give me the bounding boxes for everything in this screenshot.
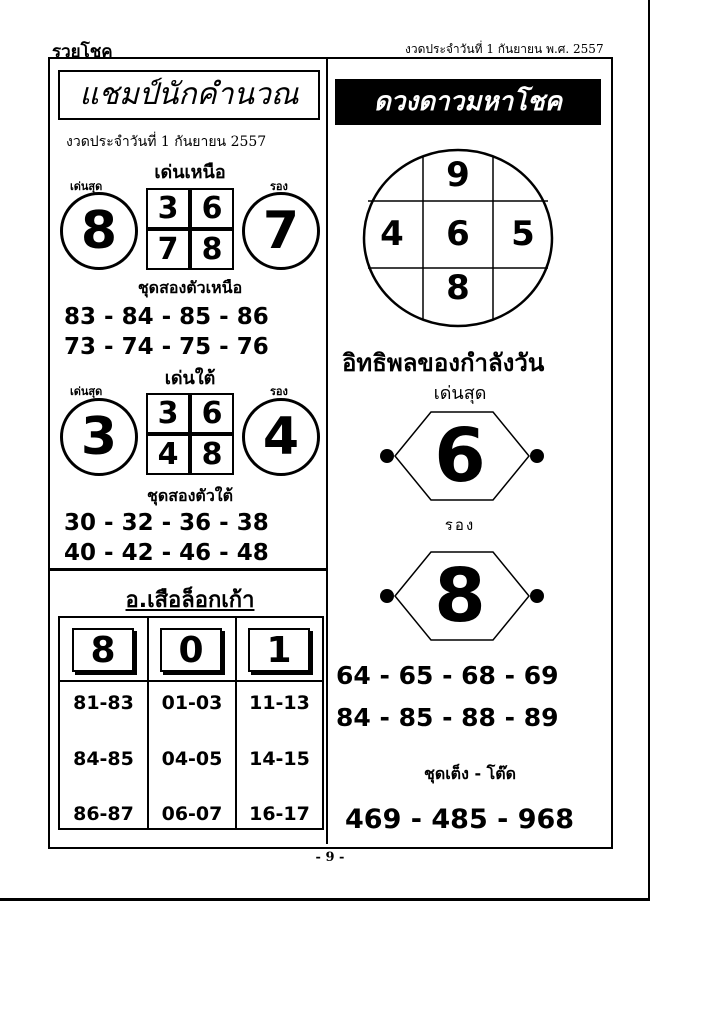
tiger-cell: 14-15 [249, 748, 310, 770]
tiger-cell: 16-17 [249, 803, 310, 825]
tiger-digit: 0 [160, 628, 222, 672]
tengtod-line: 469 - 485 - 968 [345, 804, 575, 835]
tiger-row-divider [60, 680, 322, 682]
star-title: ดวงดาวมหาโชค [335, 79, 601, 125]
influence-title: อิทธิพลของกำลังวัน [342, 349, 545, 377]
tiger-cell: 01-03 [161, 692, 223, 714]
tiger-col-divider [147, 618, 149, 828]
tiger-col-divider [235, 618, 237, 828]
tengtod-label: ชุดเต็ง - โต๊ด [423, 764, 517, 783]
north-line-1: 83 - 84 - 85 - 86 [64, 304, 269, 330]
hexagon-dot [530, 449, 544, 463]
north-grid [146, 188, 234, 270]
tiger-cell: 11-13 [249, 692, 310, 714]
south-heading: เด่นใต้ [164, 368, 216, 389]
scan-edge [648, 0, 650, 900]
south-main-digit: 3 [60, 398, 138, 476]
right-line-2: 84 - 85 - 88 - 89 [336, 703, 559, 732]
tiger-digit: 8 [72, 628, 134, 672]
circle-center-digit: 6 [446, 214, 470, 254]
north-main-digit: 8 [60, 192, 138, 270]
champion-date: งวดประจำวันที่ 1 กันยายน 2557 [66, 134, 267, 150]
south-grid-cell: 8 [190, 434, 234, 475]
influence-main-label: เด่นสุด [433, 383, 487, 404]
north-sub-digit: 7 [242, 192, 320, 270]
north-grid-cell: 6 [190, 188, 234, 229]
tiger-title: อ.เสือล็อกเก้า [125, 588, 255, 613]
north-grid-cell: 3 [146, 188, 190, 229]
north-heading: เด่นเหนือ [154, 162, 226, 183]
north-set-label: ชุดสองตัวเหนือ [137, 278, 243, 297]
scan-edge [0, 898, 650, 901]
tiger-cell: 06-07 [161, 803, 223, 825]
hexagon-dot [530, 589, 544, 603]
champion-title: แชมป์นักคำนวณ [58, 70, 320, 120]
north-grid-cell: 7 [146, 229, 190, 270]
south-grid-cell: 3 [146, 393, 190, 434]
tiger-cell: 86-87 [73, 803, 134, 825]
influence-sub-digit: 8 [434, 553, 486, 639]
right-line-1: 64 - 65 - 68 - 69 [336, 661, 559, 690]
south-grid-cell: 6 [190, 393, 234, 434]
north-grid-cell: 8 [190, 229, 234, 270]
hexagon-dot [380, 449, 394, 463]
south-line-2: 40 - 42 - 46 - 48 [64, 540, 269, 566]
south-grid-cell: 4 [146, 434, 190, 475]
circle-left-digit: 4 [380, 214, 404, 254]
influence-main-digit: 6 [434, 413, 486, 499]
page-number: - 9 - [315, 850, 345, 865]
south-main-label: เด่นสุด [70, 385, 103, 398]
south-grid [146, 393, 234, 475]
tiger-digit: 1 [248, 628, 310, 672]
tiger-cell: 81-83 [73, 692, 134, 714]
tiger-table [58, 616, 324, 830]
north-line-2: 73 - 74 - 75 - 76 [64, 334, 269, 360]
south-set-label: ชุดสองตัวใต้ [146, 486, 233, 505]
header-date: งวดประจำวันที่ 1 กันยายน พ.ศ. 2557 [405, 42, 604, 56]
brand-label: รวยโชค [52, 42, 113, 62]
circle-top-digit: 9 [446, 155, 470, 195]
north-main-label: เด่นสุด [70, 180, 103, 193]
south-line-1: 30 - 32 - 36 - 38 [64, 510, 269, 536]
influence-sub-label: รอง [444, 516, 476, 534]
south-sub-label: รอง [270, 385, 288, 398]
hexagon-dot [380, 589, 394, 603]
circle-right-digit: 5 [511, 214, 535, 254]
section-divider [50, 568, 327, 571]
tiger-cell: 84-85 [73, 748, 134, 770]
north-sub-label: รอง [270, 180, 288, 193]
tiger-cell: 04-05 [161, 748, 223, 770]
south-sub-digit: 4 [242, 398, 320, 476]
circle-bottom-digit: 8 [446, 268, 470, 308]
column-divider [326, 59, 328, 844]
